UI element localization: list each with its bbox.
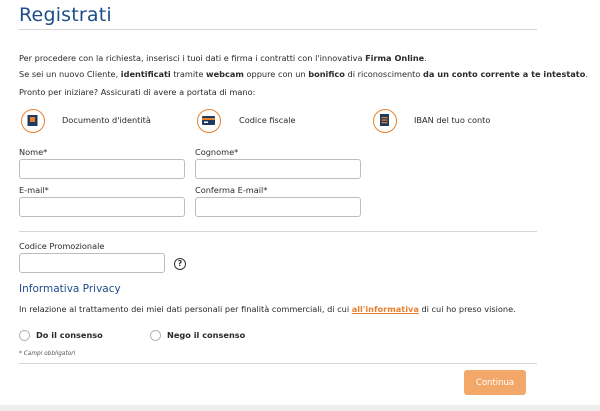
- consent-yes-label[interactable]: Do il consenso: [36, 330, 103, 340]
- iban-document-icon: [373, 109, 397, 133]
- promo-code-input[interactable]: [19, 253, 165, 273]
- intro-line-2: Se sei un nuovo Cliente, identificati tramite webcam oppure con un bonifico di riconoscimento da un conto corrente a te intestato.: [19, 69, 588, 79]
- id-card-icon: [21, 109, 45, 133]
- promo-label: Codice Promozionale: [19, 241, 105, 251]
- consent-no-radio[interactable]: [150, 330, 161, 341]
- page-title: Registrati: [19, 4, 112, 26]
- conferma-email-label: Conferma E-mail*: [195, 185, 268, 195]
- required-fields-note: * Campi obbligatori: [19, 351, 76, 357]
- privacy-text: In relazione al trattamento dei miei dati personali per finalità commerciali, di cui all'informativa di cui ho preso visione.: [19, 304, 516, 314]
- document-label-iban: IBAN del tuo conto: [414, 115, 491, 125]
- email-label: E-mail*: [19, 185, 49, 195]
- privacy-title: Informativa Privacy: [19, 283, 121, 295]
- continue-button[interactable]: Continua: [464, 370, 526, 395]
- cognome-label: Cognome*: [195, 147, 239, 157]
- conferma-email-input[interactable]: [195, 197, 361, 217]
- nome-label: Nome*: [19, 147, 48, 157]
- title-divider: [19, 29, 537, 30]
- help-icon[interactable]: ?: [174, 258, 186, 270]
- intro-line-3: Pronto per iniziare? Assicurati di avere a portata di mano:: [19, 87, 256, 97]
- document-label-tax: Codice fiscale: [239, 115, 296, 125]
- tax-card-icon: [197, 109, 221, 133]
- cognome-input[interactable]: [195, 159, 361, 179]
- privacy-info-link[interactable]: all'informativa: [351, 304, 419, 314]
- consent-yes-radio[interactable]: [19, 330, 30, 341]
- nome-input[interactable]: [19, 159, 185, 179]
- intro-line-1: Per procedere con la richiesta, inserisci i tuoi dati e firma i contratti con l'innovativa Firma Online.: [19, 53, 427, 63]
- document-label-id: Documento d'identità: [62, 115, 151, 125]
- page-footer-strip: [0, 405, 600, 411]
- email-input[interactable]: [19, 197, 185, 217]
- consent-no-label[interactable]: Nego il consenso: [167, 330, 246, 340]
- bottom-divider: [19, 363, 537, 364]
- form-divider: [19, 231, 537, 232]
